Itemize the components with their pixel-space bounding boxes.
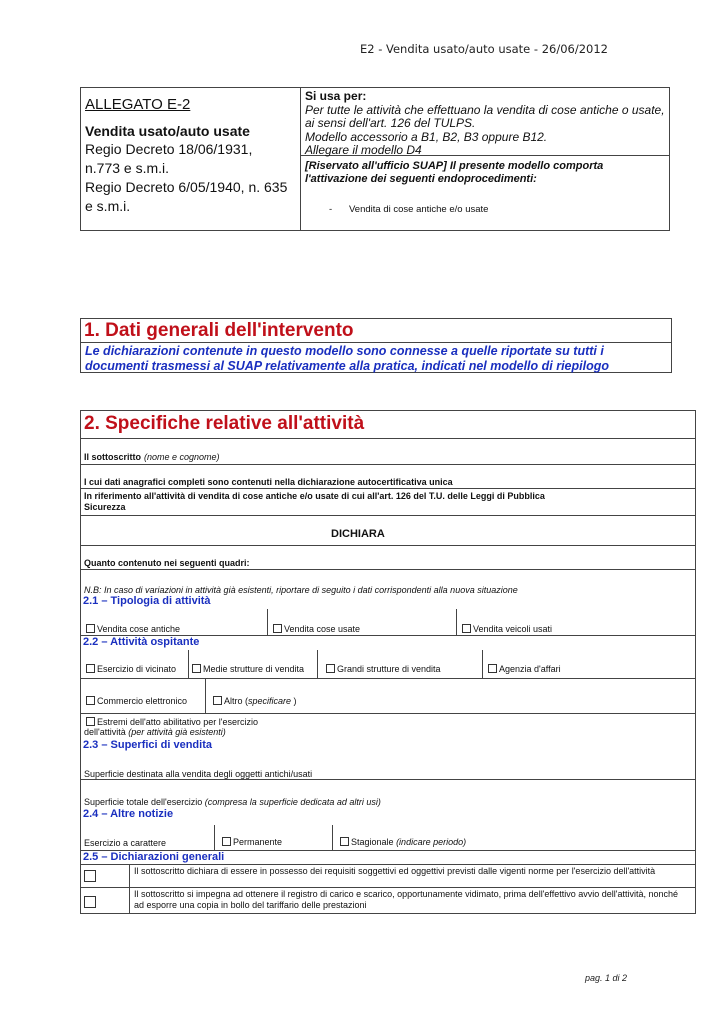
option-label: Agenzia d'affari: [499, 664, 561, 674]
subsection-title: 2.4 – Altre notizie: [83, 808, 174, 820]
allegato-info: [81, 88, 301, 230]
option-label: Medie strutture di vendita: [203, 664, 305, 674]
subsection-title: 2.3 – Superfici di vendita: [83, 739, 212, 751]
option-label: Vendita cose antiche: [97, 624, 181, 634]
option-label: Permanente: [233, 837, 283, 847]
dichiarazione-text: Il sottoscritto si impegna ad ottenere il registro di carico e scarico, opportunamente vidimato, prima dell'effettivo avvio dell'attività, nonché ad esporre una copia in bollo del tariffario delle prestazioni: [134, 889, 679, 910]
subsection-title: 2.5 – Dichiarazioni generali: [83, 851, 225, 863]
option-agenzia-affari[interactable]: [488, 664, 561, 674]
option-label-end: ): [291, 696, 297, 706]
allegato-box: [80, 87, 670, 231]
superficie-vendita-row[interactable]: [81, 739, 695, 780]
section-description: Le dichiarazioni contenute in questo modello sono connesse a quelle riportate su tutti i documenti trasmessi al SUAP relativamente alla pratica, indicati nel modello di riepilogo: [85, 344, 609, 373]
estremi-hint: (per attività già esistenti): [128, 727, 226, 737]
usage-box: [301, 88, 669, 156]
endoprocedure-item: [329, 204, 665, 215]
option-hint: (indicare periodo): [396, 837, 467, 847]
checkbox-icon[interactable]: [213, 696, 222, 705]
estremi-row[interactable]: [81, 714, 695, 739]
quanto-row: [81, 546, 695, 570]
dichiarazione-row-2[interactable]: [81, 888, 695, 914]
checkbox-icon[interactable]: [340, 837, 349, 846]
option-stagionale[interactable]: [340, 837, 466, 847]
checkbox-icon[interactable]: [222, 837, 231, 846]
option-estremi[interactable]: [86, 717, 258, 727]
option-esercizio-vicinato[interactable]: [86, 664, 176, 674]
checkbox-icon[interactable]: [86, 717, 95, 726]
esercizio-carattere-label: Esercizio a carattere: [84, 838, 167, 848]
allegato-legal-line: n.773 e s.m.i.: [85, 160, 170, 176]
option-commercio-elettronico[interactable]: [86, 696, 187, 706]
dichiara-heading: DICHIARA: [331, 528, 385, 540]
option-label: Commercio elettronico: [97, 696, 188, 706]
endoprocedure-label: Vendita di cose antiche e/o usate: [349, 204, 489, 215]
anagrafici-text: I cui dati anagrafici completi sono contenuti nella dichiarazione autocertificativa unica: [84, 477, 453, 487]
checkbox-icon[interactable]: [84, 870, 96, 882]
option-label: Esercizio di vicinato: [97, 664, 177, 674]
divider: [456, 609, 457, 635]
checkbox-icon[interactable]: [488, 664, 497, 673]
checkbox-icon[interactable]: [86, 624, 95, 633]
option-label: Stagionale: [351, 837, 394, 847]
usage-line: Per tutte le attività che effettuano la vendita di cose antiche o usate,: [305, 102, 665, 117]
attivita-ospitante-row2: [81, 679, 695, 714]
section-title: 2. Specifiche relative all'attività: [81, 411, 695, 439]
option-vendita-cose-usate[interactable]: [273, 624, 360, 634]
option-permanente[interactable]: [222, 837, 282, 847]
allegato-legal-line: Regio Decreto 18/06/1931,: [85, 141, 253, 157]
section-dati-generali: [80, 318, 672, 373]
tipologia-block: [81, 595, 695, 636]
dichiara-row: [81, 516, 695, 546]
checkbox-icon[interactable]: [86, 696, 95, 705]
subsection-title: 2.2 – Attività ospitante: [83, 636, 200, 648]
allegato-legal-line: e s.m.i.: [85, 198, 131, 214]
attivita-ospitante-block: [81, 636, 695, 679]
dichiarazione-text: Il sottoscritto dichiara di essere in possesso dei requisiti soggettivi ed oggettivi previsti dalle vigenti norme per l'esercizio dell'attività: [134, 866, 656, 876]
superficie-totale-row[interactable]: [81, 780, 695, 808]
allegato-title: ALLEGATO E-2: [85, 96, 191, 113]
altre-notizie-block: [81, 808, 695, 851]
dichiarazioni-header: [81, 851, 695, 865]
nb-row: [81, 570, 695, 595]
sottoscritto-label: Il sottoscritto: [84, 452, 142, 462]
sottoscritto-hint: (nome e cognome): [144, 452, 220, 462]
option-altro[interactable]: [213, 696, 297, 706]
checkbox-icon[interactable]: [273, 624, 282, 633]
option-label: Estremi dell'atto abilitativo per l'esercizio: [97, 717, 259, 727]
option-hint: specificare: [248, 696, 292, 706]
superficie-totale-text: Superficie totale dell'esercizio: [84, 797, 203, 807]
usage-line: Modello accessorio a B1, B2, B3 oppure B12.: [305, 129, 548, 144]
riferimento-text: In riferimento all'attività di vendita di cose antiche e/o usate di cui all'art. 126 del T.U. delle Leggi di Pubblica Sicurezza: [84, 491, 545, 512]
divider: [482, 650, 483, 679]
divider: [267, 609, 268, 635]
divider: [214, 825, 215, 851]
usage-line: Allegare il modello D4: [305, 143, 422, 157]
option-label: Grandi strutture di vendita: [337, 664, 441, 674]
option-vendita-veicoli-usati[interactable]: [462, 624, 552, 634]
checkbox-icon[interactable]: [462, 624, 471, 633]
checkbox-icon[interactable]: [326, 664, 335, 673]
checkbox-icon[interactable]: [192, 664, 201, 673]
usage-title: Si usa per:: [305, 89, 367, 103]
reserved-note: [Riservato all'ufficio SUAP] Il presente modello comporta l'attivazione dei seguenti endoprocedimenti:: [305, 160, 604, 185]
superficie-vendita-label: Superficie destinata alla vendita degli oggetti antichi/usati: [84, 769, 313, 779]
option-label: Vendita veicoli usati: [473, 624, 553, 634]
option-vendita-cose-antiche[interactable]: [86, 624, 180, 634]
document-reference: E2 - Vendita usato/auto usate - 26/06/2012: [359, 42, 608, 56]
quanto-text: Quanto contenuto nei seguenti quadri:: [84, 558, 250, 568]
estremi-line2: [84, 727, 226, 737]
divider: [129, 865, 130, 888]
divider: [317, 650, 318, 679]
subsection-title: 2.1 – Tipologia di attività: [83, 595, 211, 607]
option-medie-strutture[interactable]: [192, 664, 304, 674]
divider: [205, 679, 206, 714]
nb-text: N.B: In caso di variazioni in attività già esistenti, riportare di seguito i dati corrispondenti alla nuova situazione: [84, 585, 518, 595]
section-title: 1. Dati generali dell'intervento: [81, 319, 671, 343]
allegato-subtitle: Vendita usato/auto usate: [85, 123, 250, 139]
checkbox-icon[interactable]: [84, 896, 96, 908]
superficie-totale-hint: (compresa la superficie dedicata ad altri usi): [204, 797, 381, 807]
allegato-legal-line: Regio Decreto 6/05/1940, n. 635: [85, 179, 288, 195]
divider: [129, 888, 130, 914]
estremi-label: dell'attività: [84, 727, 126, 737]
section-specifiche-attivita: [80, 410, 696, 914]
superficie-totale-label: [84, 797, 381, 807]
reserved-box: [301, 156, 669, 230]
allegato-usage: [301, 88, 669, 230]
divider: [188, 650, 189, 679]
usage-line: ai sensi dell'art. 126 del TULPS.: [305, 116, 476, 130]
riferimento-row: [81, 489, 695, 516]
anagrafici-row: [81, 465, 695, 489]
page-number: pag. 1 di 2: [585, 973, 628, 983]
option-label: Altro (: [224, 696, 249, 706]
option-grandi-strutture[interactable]: [326, 664, 441, 674]
sottoscritto-field[interactable]: [81, 439, 695, 465]
list-dash: -: [329, 204, 333, 215]
dichiarazione-row-1[interactable]: [81, 865, 695, 888]
option-label: Vendita cose usate: [284, 624, 361, 634]
divider: [332, 825, 333, 851]
checkbox-icon[interactable]: [86, 664, 95, 673]
